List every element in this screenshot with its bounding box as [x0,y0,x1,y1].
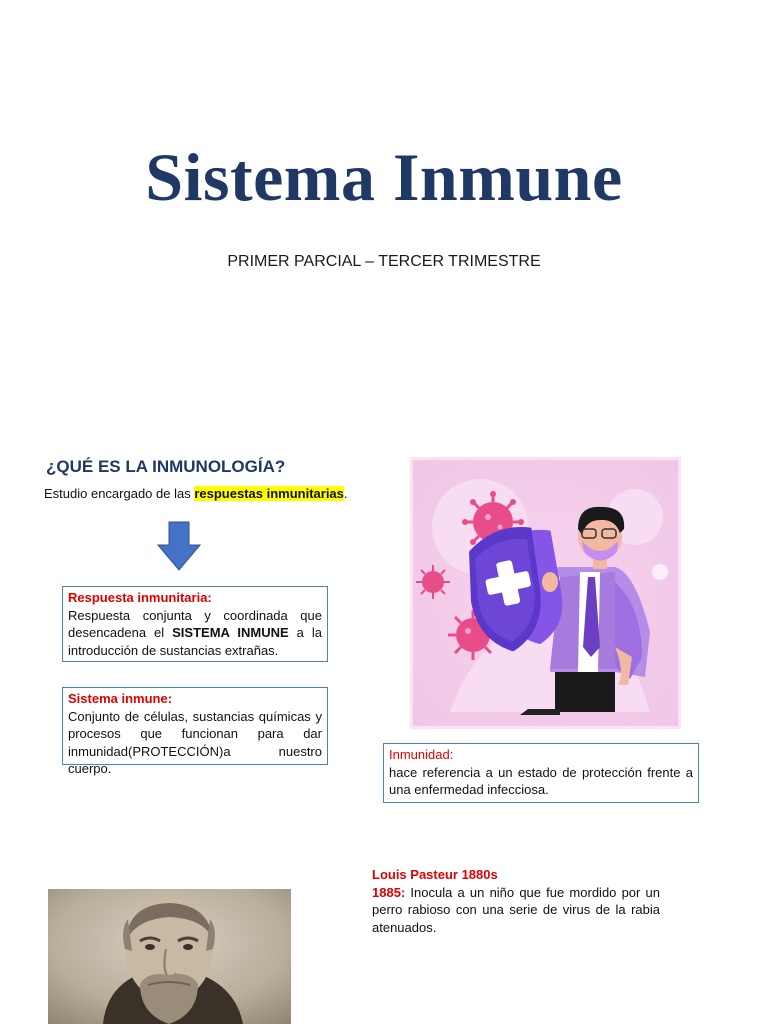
definition-highlight: respuestas inmunitarias [194,486,344,501]
definition-prefix: Estudio encargado de las [44,486,195,501]
down-arrow-icon [157,521,201,571]
definition-text [44,486,348,501]
respuesta-text [68,607,322,660]
respuesta-text-before: Respuesta conjunta y coordinada que desencadena el [68,607,322,640]
pasteur-description: Inocula a un niño que fue mordido por un perro rabioso con una serie de virus de la rabia atenuados. [372,884,660,935]
pasteur-year: 1885: [372,884,406,900]
sistema-label: Sistema inmune: [68,691,173,706]
definition-suffix: . [343,486,348,501]
pasteur-text-block [372,866,660,936]
doctor-shield-virus-illustration [410,457,681,729]
respuesta-text-after: a la introducción de sustancias extrañas. [68,625,322,658]
respuesta-inmunitaria-box [62,586,328,662]
respuesta-text-bold: SISTEMA INMUNE [172,625,289,640]
sistema-inmune-box [62,687,328,776]
inmunidad-box [383,743,699,803]
page-subtitle: PRIMER PARCIAL – TERCER TRIMESTRE [227,253,541,270]
respuesta-label: Respuesta inmunitaria: [68,590,212,605]
louis-pasteur-portrait [48,889,291,1024]
inmunidad-label: Inmunidad: [389,747,454,762]
sistema-text: Conjunto de células, sustancias químicas y procesos que funcionan para dar inmunidad(PROTECCIÓN)a nuestro cuerpo. [68,708,322,776]
pasteur-text [372,884,660,937]
page-title: Sistema Inmune [145,139,623,215]
inmunidad-text: hace referencia a un estado de protección frente a una enfermedad infecciosa. [389,764,693,797]
pasteur-title: Louis Pasteur 1880s [372,867,498,882]
section-heading: ¿QUÉ ES LA INMUNOLOGÍA? [46,457,286,476]
